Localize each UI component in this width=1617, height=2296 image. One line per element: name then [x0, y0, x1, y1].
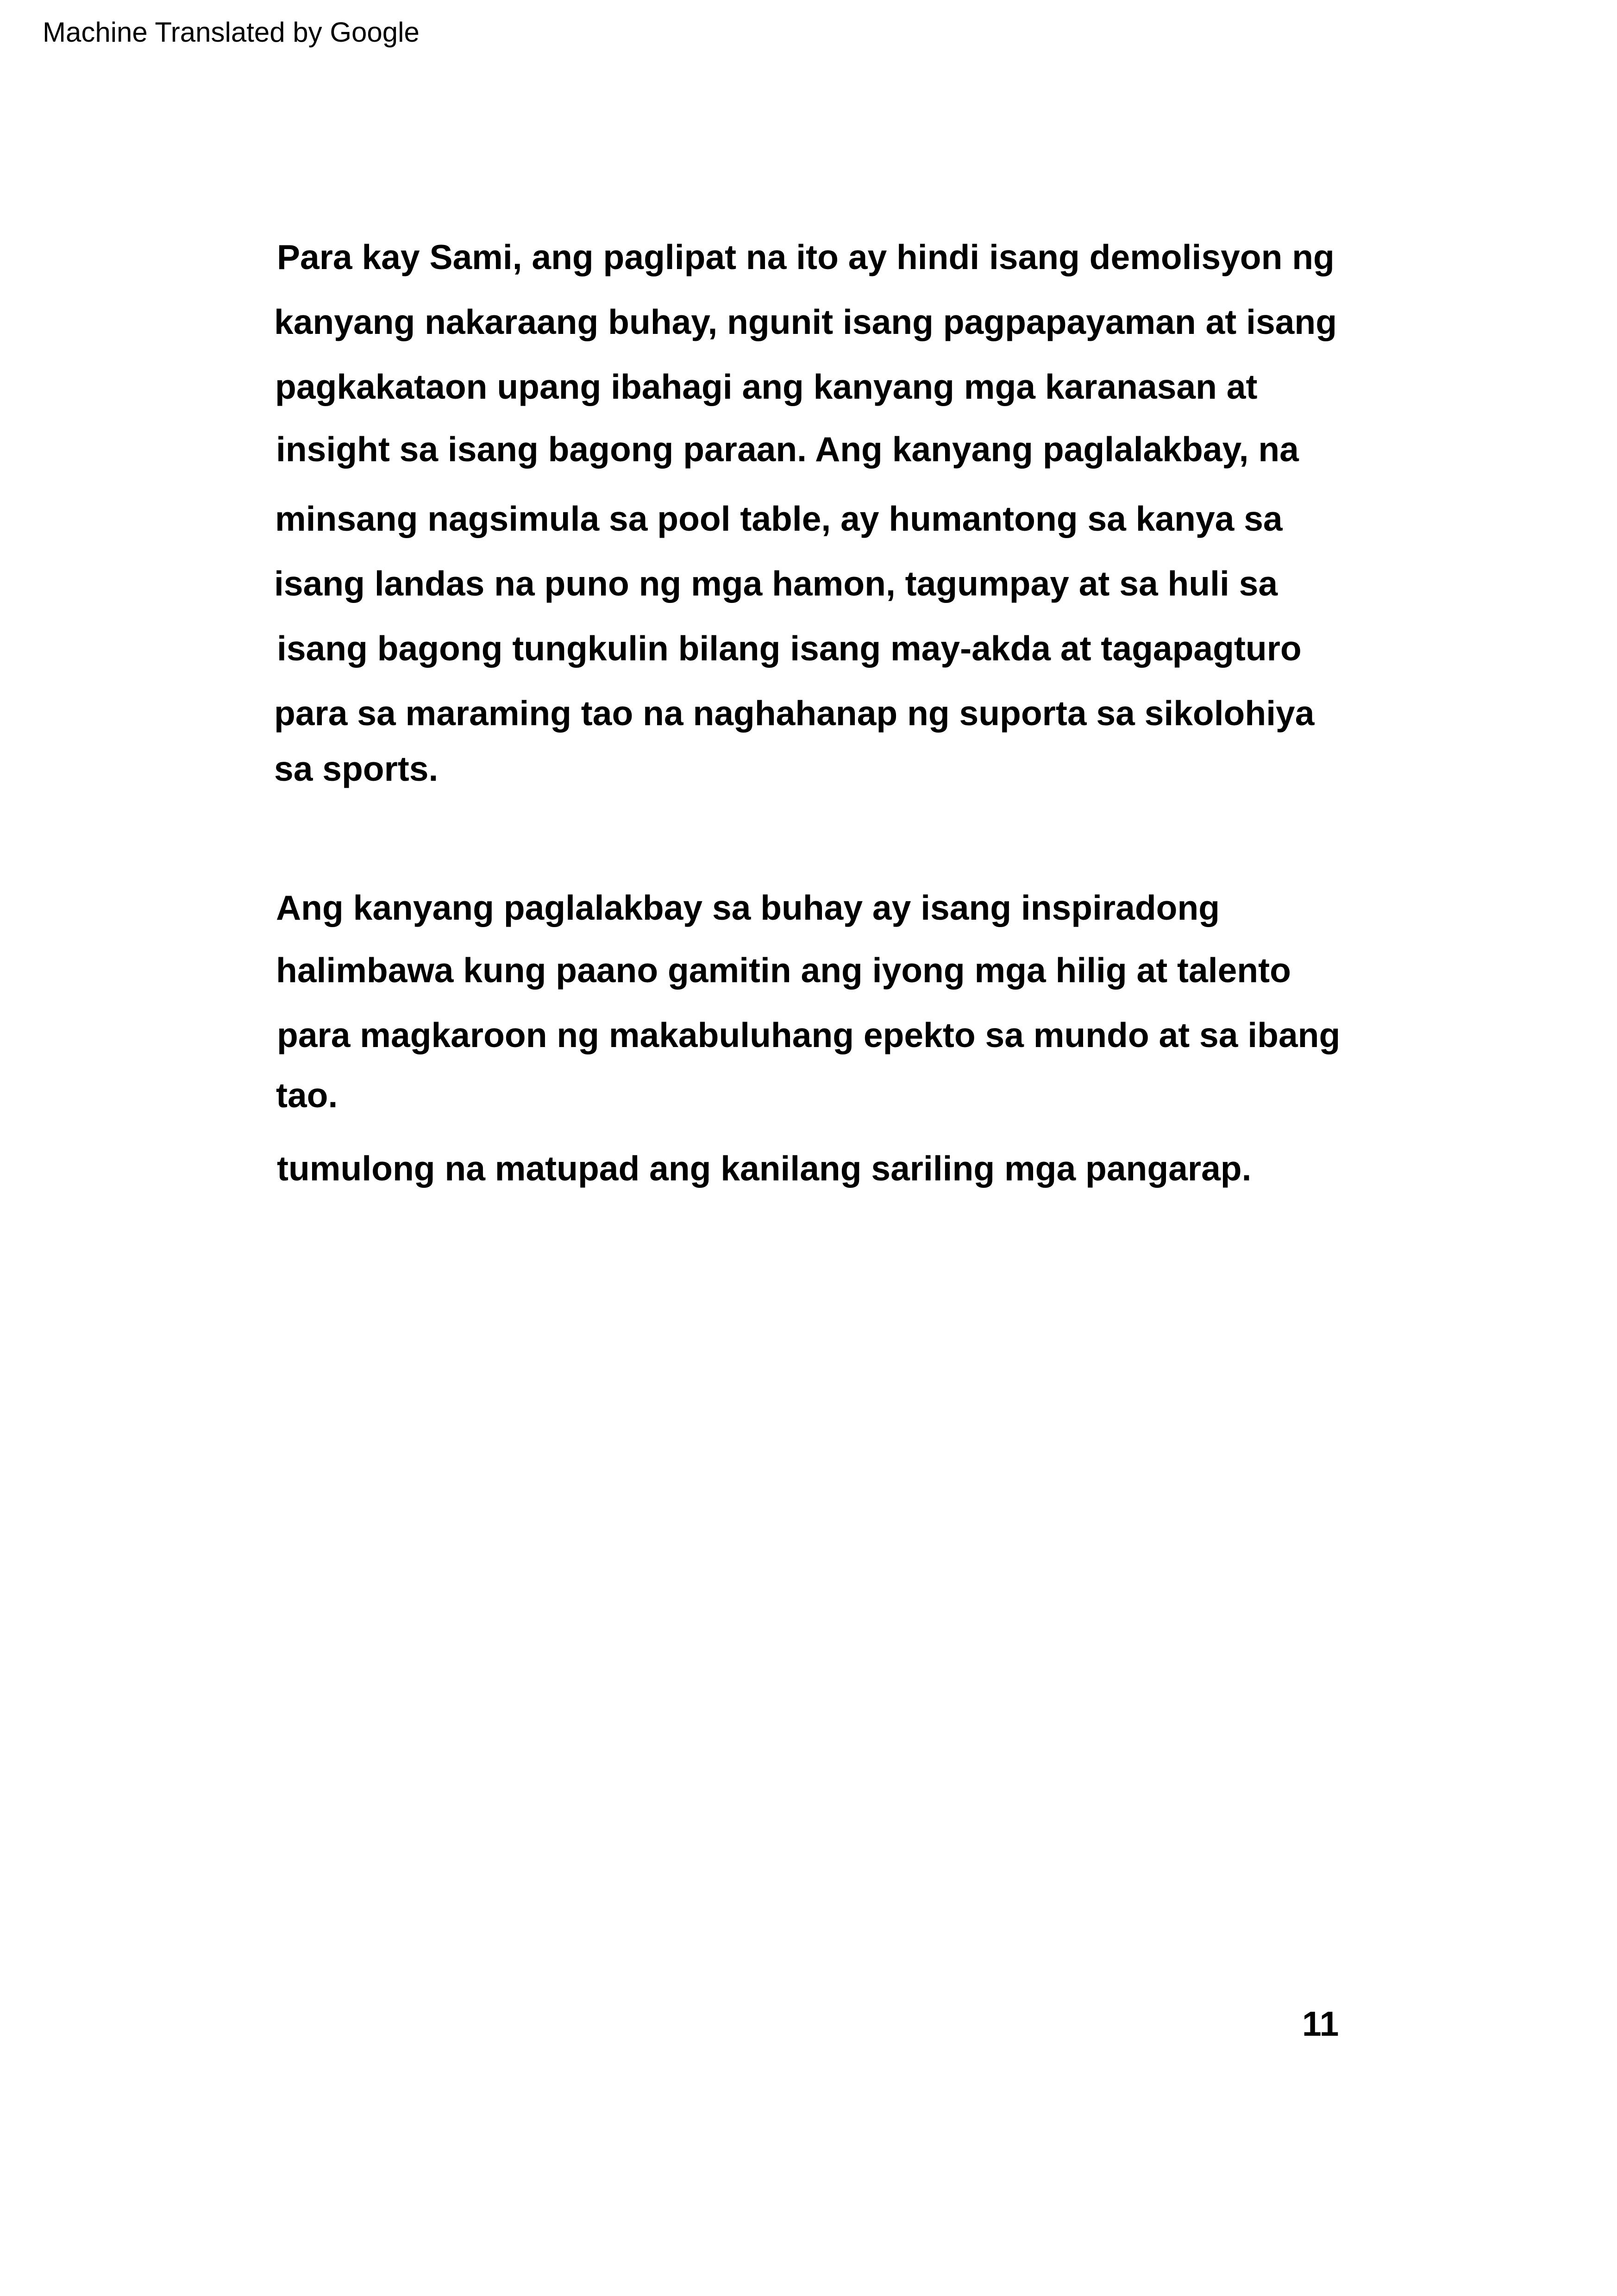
paragraph-line: sa sports.	[274, 749, 439, 788]
paragraph-line: kanyang nakaraang buhay, ngunit isang pagpapayaman at isang	[274, 302, 1337, 341]
paragraph-line: minsang nagsimula sa pool table, ay humantong sa kanya sa	[275, 499, 1283, 538]
paragraph-line: pagkakataon upang ibahagi ang kanyang mga karanasan at	[275, 367, 1258, 406]
paragraph-line: Para kay Sami, ang paglipat na ito ay hindi isang demolisyon ng	[277, 238, 1335, 276]
paragraph-line: isang bagong tungkulin bilang isang may-akda at tagapagturo	[277, 629, 1302, 668]
paragraph-line: para sa maraming tao na naghahanap ng suporta sa sikolohiya	[274, 694, 1315, 733]
machine-translation-banner: Machine Translated by Google	[43, 17, 420, 48]
paragraph-line: para magkaroon ng makabuluhang epekto sa mundo at sa ibang	[277, 1016, 1341, 1054]
paragraph-line: tao.	[276, 1076, 338, 1115]
paragraph-line: isang landas na puno ng mga hamon, tagumpay at sa huli sa	[274, 564, 1278, 603]
paragraph-line: tumulong na matupad ang kanilang sariling mga pangarap.	[277, 1149, 1252, 1188]
page-number: 11	[1302, 2004, 1339, 2043]
paragraph-line: Ang kanyang paglalakbay sa buhay ay isang inspiradong	[276, 888, 1220, 927]
paragraph-line: insight sa isang bagong paraan. Ang kanyang paglalakbay, na	[276, 430, 1299, 469]
paragraph-line: halimbawa kung paano gamitin ang iyong mga hilig at talento	[276, 951, 1291, 990]
